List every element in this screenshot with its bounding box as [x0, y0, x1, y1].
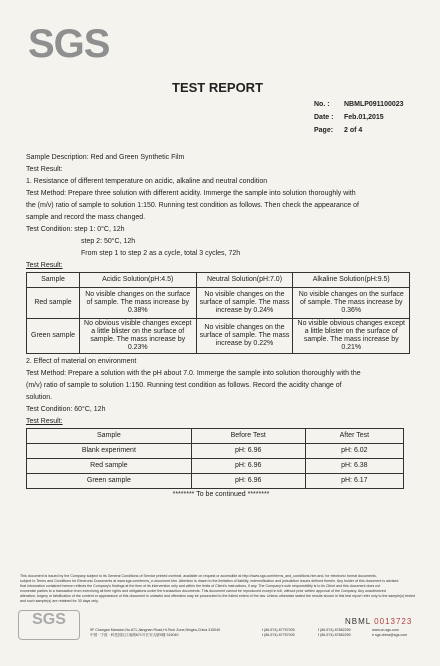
fax-line: f (86-574) 87882259: [318, 628, 351, 632]
address-block: [90, 628, 250, 638]
table-cell: Blank experiment: [27, 444, 192, 459]
table-header: Neutral Solution(pH:7.0): [196, 273, 293, 288]
table-header-row: [27, 273, 410, 288]
report-meta: [314, 98, 404, 137]
method-1-line-b: the (m/v) ratio of sample to solution 1:150. Running test condition as follows. Then check the appearance of: [26, 202, 359, 209]
table-cell: Green sample: [27, 474, 192, 489]
report-body: [26, 152, 416, 501]
test-result-heading-2: Test Result:: [26, 262, 63, 269]
table-cell: Red sample: [27, 288, 80, 319]
sgs-logo: SGS: [28, 22, 110, 66]
resistance-table: [26, 272, 410, 354]
disclaimer-line: This document is issued by the Company subject to its General Conditions of Service printed overleaf, available on request or accessible at http://www.sgs.com/terms_and_conditions.htm and, for electronic format documents,: [20, 574, 377, 578]
email-link: e sgs.china@sgs.com: [372, 633, 408, 637]
method-2-line-a: Test Method: Prepare a solution with the pH about 7.0. Immerge the sample into solution thoroughly with the: [26, 370, 361, 377]
section-2-heading: 2. Effect of material on environment: [26, 358, 137, 365]
date-value: Feb.01,2015: [344, 114, 384, 121]
table-header-row: [27, 429, 404, 444]
table-cell: No visible changes on the surface of sample. The mass increase by 0.38%: [80, 288, 197, 319]
condition-temp: Test Condition: 60°C, 12h: [26, 406, 106, 413]
report-title: TEST REPORT: [172, 80, 264, 95]
fax-line: f (86-574) 87882259: [318, 633, 351, 637]
method-1-line-a: Test Method: Prepare three solution with different acidity. Immerge the sample into solution thoroughly with: [26, 190, 356, 197]
fax-block: [318, 628, 368, 638]
web-block: [372, 628, 422, 638]
table-row: [27, 444, 404, 459]
test-result-heading: Test Result:: [26, 166, 63, 173]
table-cell: pH: 6.96: [191, 444, 305, 459]
table-header: Sample: [27, 273, 80, 288]
web-link: www.cn.sgs.com: [372, 628, 399, 632]
table-header: After Test: [305, 429, 403, 444]
serial-prefix: NBML: [345, 617, 371, 626]
table-row: [27, 288, 410, 319]
date-label: Date :: [314, 114, 334, 121]
acidity-table: [26, 428, 404, 489]
method-1-line-c: sample and record the mass changed.: [26, 214, 146, 221]
condition-step-1: Test Condition: step 1: 0°C, 12h: [26, 226, 125, 233]
serial-number: [345, 617, 412, 626]
no-label: No. :: [314, 101, 330, 108]
condition-step-2: step 2: 50°C, 12h: [81, 238, 136, 245]
method-2-line-c: solution.: [26, 394, 53, 401]
table-cell: No obvious visible changes except a little blister on the surface of sample. The mass increase by 0.23%: [80, 319, 197, 354]
table-cell: pH: 6.96: [191, 474, 305, 489]
table-cell: pH: 6.17: [305, 474, 403, 489]
disclaimer-line: subject to Terms and Conditions for Electronic Documents at www.sgs.com/terms_e-document.htm. Attention is drawn to the limitation of liability, indemnification and jurisdiction issues defined therein. Any holder of this document is advised: [20, 579, 399, 583]
table-header: Sample: [27, 429, 192, 444]
sgs-seal: [18, 610, 80, 640]
table-cell: No visible changes on the surface of sample. The mass increase by 0.24%: [196, 288, 293, 319]
disclaimer-line: that information contained hereon reflects the Company's findings at the time of its intervention only and within the limits of Client's instructions, if any. The Company's sole responsibility is to its Client and this document does not: [20, 584, 381, 588]
table-row: [27, 474, 404, 489]
table-cell: No visible changes on the surface of sample. The mass increase by 0.36%: [293, 288, 410, 319]
serial-value: 0013723: [374, 617, 413, 626]
address-en: 9F Changan Mansion,No.671,Jiangnan Road,Hi-Tech Zone,Ningbo,China 315040: [90, 628, 221, 632]
to-be-continued: ******** To be continued ********: [172, 491, 270, 498]
tel-line: t (86-574) 87757005: [262, 633, 295, 637]
disclaimer-line: exonerate parties to a transaction from exercising all their rights and obligations under the transaction documents. This document cannot be reproduced except in full, without prior written approval of the Company. Any unauthorized: [20, 589, 386, 593]
page-value: 2 of 4: [344, 127, 363, 134]
page-label: Page:: [314, 127, 334, 134]
condition-cycle: From step 1 to step 2 as a cycle, total 3 cycles, 72h: [81, 250, 241, 257]
table-cell: pH: 6.38: [305, 459, 403, 474]
test-result-heading-3: Test Result:: [26, 418, 63, 425]
legal-disclaimer: [20, 574, 420, 604]
disclaimer-line: alteration, forgery or falsification of the content or appearance of this document is unlawful and offenders may be prosecuted to the fullest extent of the law. Unless otherwise stated the results shown in this test report refer only to the sample(s) tested and such sample(s) are retained for 30 days only.: [20, 594, 416, 603]
table-cell: Green sample: [27, 319, 80, 354]
table-cell: No visible obvious changes except a little blister on the surface of sample. The mass increase by 0.21%: [293, 319, 410, 354]
table-cell: Red sample: [27, 459, 192, 474]
table-row: [27, 319, 410, 354]
seal-text: SGS: [32, 611, 66, 628]
table-header: Alkaline Solution(pH:9.5): [293, 273, 410, 288]
tel-block: [262, 628, 312, 638]
no-value: NBMLP091100023: [344, 101, 404, 108]
table-cell: pH: 6.02: [305, 444, 403, 459]
table-header: Acidic Solution(pH:4.5): [80, 273, 197, 288]
table-cell: No visible changes on the surface of sample. The mass increase by 0.22%: [196, 319, 293, 354]
table-header: Before Test: [191, 429, 305, 444]
tel-line: t (86-574) 87757005: [262, 628, 295, 632]
address-cn: 中国 · 宁波 · 科技园区江南路671号长安大厦9楼 315040: [90, 633, 179, 637]
method-2-line-b: (m/v) ratio of sample to solution 1:150. Running test condition as follows. Record the acidity change of: [26, 382, 342, 389]
sample-description: Sample Description: Red and Green Synthetic Film: [26, 154, 185, 161]
section-1-heading: 1. Resistance of different temperature on acidic, alkaline and neutral condition: [26, 178, 268, 185]
table-row: [27, 459, 404, 474]
table-cell: pH: 6.96: [191, 459, 305, 474]
